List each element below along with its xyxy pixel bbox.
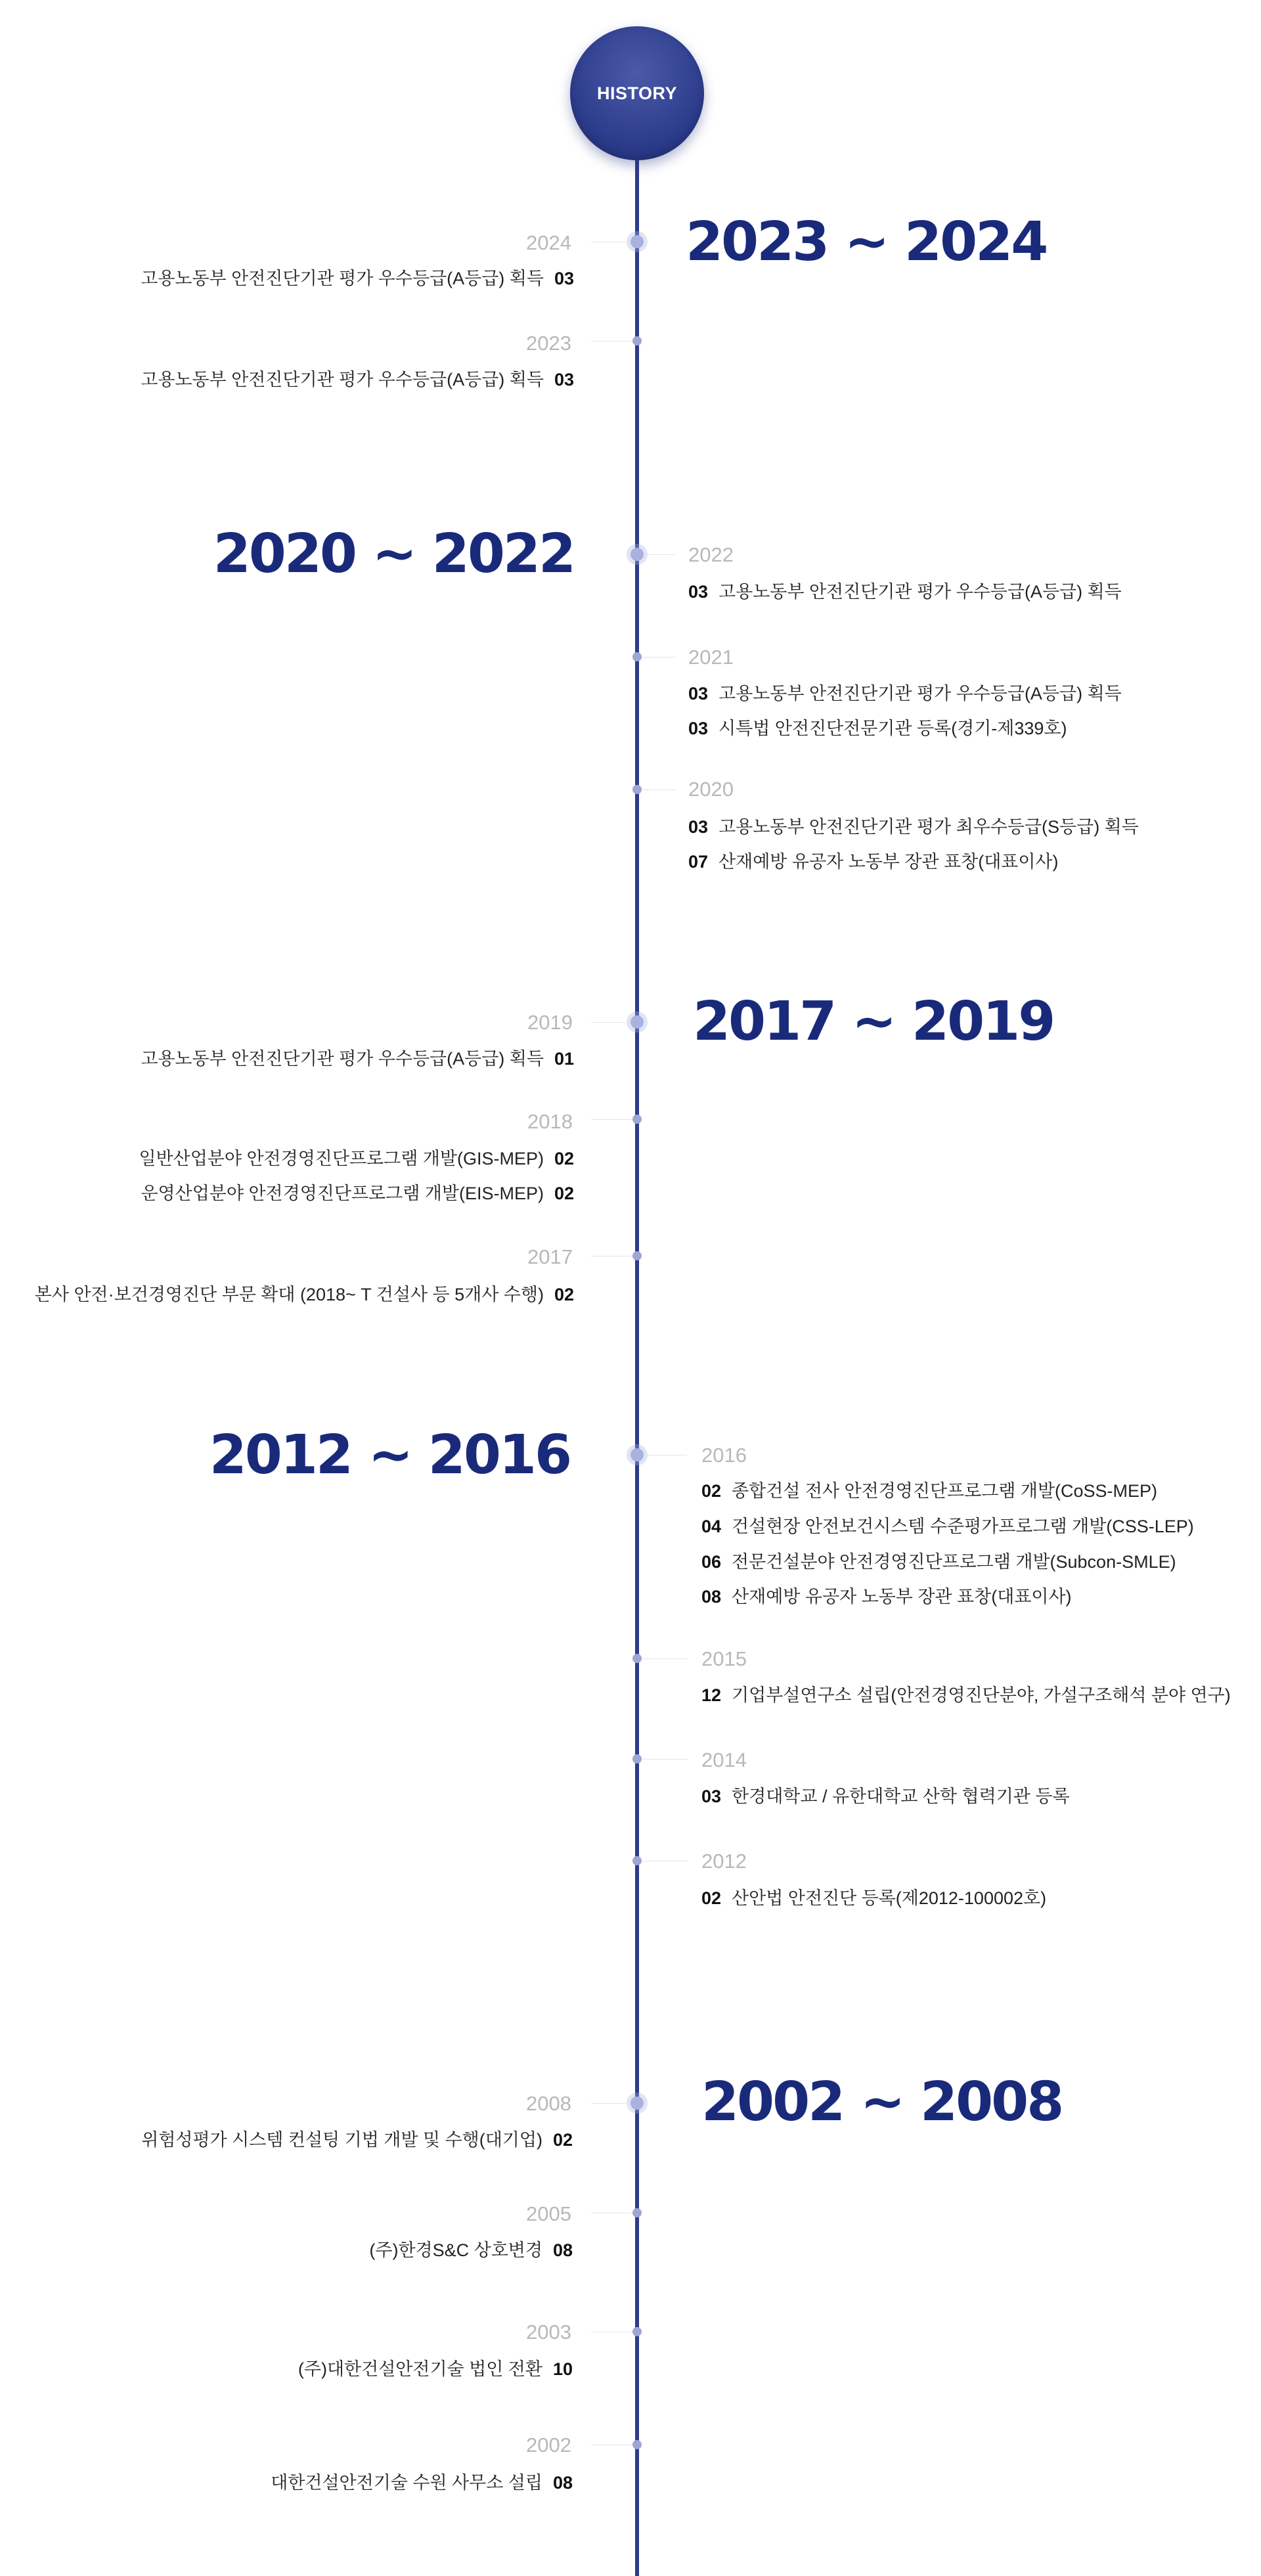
history-item: 03 고용노동부 안전진단기관 평가 우수등급(A등급) 획득	[688, 684, 1122, 703]
timeline-dot	[632, 1251, 642, 1260]
year-label: 2023	[526, 332, 571, 355]
timeline-tick	[642, 1658, 688, 1659]
year-label: 2016	[701, 1444, 747, 1467]
timeline-tick	[591, 1022, 630, 1023]
timeline-tick	[642, 1759, 688, 1760]
timeline-dot	[632, 2327, 642, 2336]
timeline-dot	[632, 1856, 642, 1865]
timeline-tick	[591, 1119, 632, 1120]
period-title: 2017 ~ 2019	[693, 990, 1054, 1053]
year-label: 2002	[526, 2433, 571, 2456]
year-label: 2003	[526, 2321, 571, 2343]
history-badge	[570, 26, 704, 160]
timeline-dot	[632, 785, 642, 794]
timeline-dot	[630, 235, 644, 248]
history-item: 12 기업부설연구소 설립(안전경영진단분야, 가설구조해석 분야 연구)	[701, 1685, 1231, 1705]
history-item: 운영산업분야 안전경영진단프로그램 개발(EIS-MEP) 02	[141, 1184, 574, 1203]
year-label: 2017	[527, 1245, 573, 1268]
history-item: 07 산재예방 유공자 노동부 장관 표창(대표이사)	[688, 852, 1059, 872]
timeline-dot	[632, 1115, 642, 1124]
history-item: 03 시특법 안전진단전문기관 등록(경기-제339호)	[688, 719, 1067, 738]
timeline-dot	[630, 1015, 644, 1029]
history-item: 03 한경대학교 / 유한대학교 산학 협력기관 등록	[701, 1787, 1070, 1806]
history-item: 일반산업분야 안전경영진단프로그램 개발(GIS-MEP) 02	[139, 1149, 574, 1168]
timeline-dot	[630, 1448, 644, 1461]
timeline-dot	[632, 1654, 642, 1663]
timeline-dot	[630, 2097, 644, 2110]
history-item: (주)한경S&C 상호변경 08	[369, 2240, 573, 2260]
history-item: 고용노동부 안전진단기관 평가 우수등급(A등급) 획득 03	[141, 370, 574, 389]
period-title: 2023 ~ 2024	[686, 211, 1047, 273]
history-item: 고용노동부 안전진단기관 평가 우수등급(A등급) 획득 03	[141, 269, 574, 288]
timeline-tick	[591, 341, 632, 342]
year-label: 2008	[526, 2092, 571, 2115]
timeline-dot	[630, 548, 644, 561]
history-item: 04 건설현장 안전보건시스템 수준평가프로그램 개발(CSS-LEP)	[701, 1517, 1194, 1536]
timeline-dot	[632, 2208, 642, 2217]
history-item: 03 고용노동부 안전진단기관 평가 우수등급(A등급) 획득	[688, 582, 1122, 602]
history-item: 본사 안전·보건경영진단 부문 확대 (2018~ T 건설사 등 5개사 수행) 02	[34, 1285, 574, 1304]
timeline-dot	[632, 2440, 642, 2449]
year-label: 2018	[527, 1110, 573, 1133]
timeline-dot	[632, 336, 642, 345]
history-item: (주)대한건설안전기술 법인 전환 10	[298, 2359, 573, 2379]
year-label: 2005	[526, 2202, 571, 2225]
timeline-dot	[632, 1754, 642, 1764]
year-label: 2015	[701, 1647, 747, 1670]
year-label: 2012	[701, 1850, 747, 1873]
history-badge-label: HISTORY	[596, 83, 678, 103]
year-label: 2024	[526, 231, 571, 254]
history-item: 02 종합건설 전사 안전경영진단프로그램 개발(CoSS-MEP)	[701, 1481, 1158, 1501]
timeline-tick	[591, 2103, 630, 2104]
history-item: 08 산재예방 유공자 노동부 장관 표창(대표이사)	[701, 1587, 1072, 1607]
year-label: 2022	[688, 543, 734, 566]
timeline-tick	[644, 554, 675, 555]
year-label: 2014	[701, 1748, 747, 1771]
year-label: 2021	[688, 646, 734, 669]
timeline-dot	[632, 652, 642, 661]
year-label: 2019	[527, 1011, 573, 1034]
history-item: 위험성평가 시스템 컨설팅 기법 개발 및 수행(대기업) 02	[141, 2130, 573, 2150]
history-item: 06 전문건설분야 안전경영진단프로그램 개발(Subcon-SMLE)	[701, 1552, 1176, 1572]
period-title: 2012 ~ 2016	[209, 1424, 570, 1486]
period-title: 2020 ~ 2022	[213, 523, 574, 585]
period-title: 2002 ~ 2008	[701, 2071, 1063, 2133]
year-label: 2020	[688, 778, 734, 801]
history-item: 고용노동부 안전진단기관 평가 우수등급(A등급) 획득 01	[141, 1049, 574, 1069]
history-item: 02 산안법 안전진단 등록(제2012-100002호)	[701, 1888, 1047, 1908]
history-item: 대한건설안전기술 수원 사무소 설립 08	[271, 2473, 573, 2493]
history-item: 03 고용노동부 안전진단기관 평가 최우수등급(S등급) 획득	[688, 817, 1139, 837]
timeline-tick	[642, 789, 675, 790]
